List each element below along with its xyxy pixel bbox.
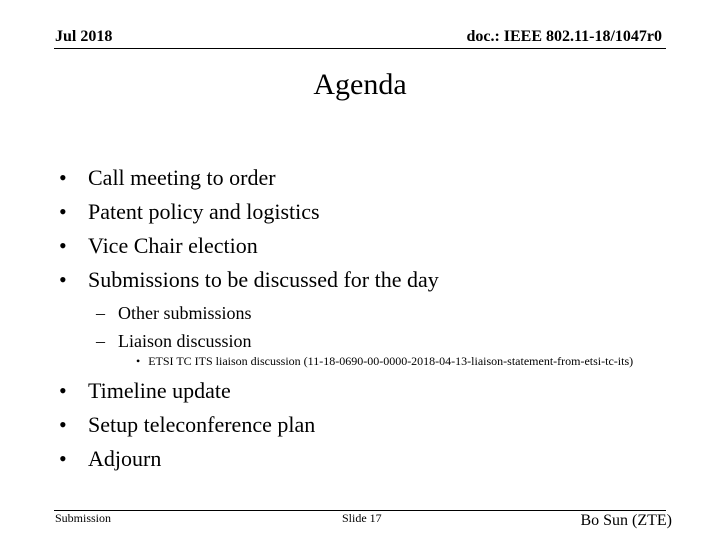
bullet-marker: • (59, 199, 67, 224)
header-doc-id: doc.: IEEE 802.11-18/1047r0 (466, 28, 662, 45)
bullet-marker: • (59, 446, 67, 471)
footer-author: Bo Sun (ZTE) (580, 512, 672, 529)
bullet-marker: • (59, 233, 67, 258)
agenda-item-text: Submissions to be discussed for the day (88, 267, 439, 292)
bullet-marker: • (59, 378, 67, 403)
bullet-marker: • (136, 354, 141, 368)
agenda-item-text: Call meeting to order (88, 165, 276, 190)
agenda-item-text: Vice Chair election (88, 233, 258, 258)
header-divider (54, 48, 666, 49)
bullet-marker: • (59, 412, 67, 437)
agenda-item-text: Adjourn (88, 446, 162, 471)
liaison-detail-text: ETSI TC ITS liaison discussion (11-18-0690-00-0000-2018-04-13-liaison-statement-from-etsi-tc-its) (148, 354, 634, 368)
footer-submission-label: Submission (55, 511, 112, 525)
agenda-item-text: Patent policy and logistics (88, 199, 320, 224)
agenda-item-vice-chair-election (59, 229, 439, 263)
agenda-item-timeline-update (59, 374, 315, 408)
agenda-item-patent-policy (59, 195, 439, 229)
sub-item-text: Liaison discussion (118, 331, 252, 351)
agenda-item-adjourn (59, 442, 315, 476)
sub-item-text: Other submissions (118, 303, 252, 323)
liaison-detail-item (136, 354, 633, 369)
bullet-marker: • (59, 267, 67, 292)
sub-item-other-submissions (96, 301, 252, 329)
sub-item-liaison-discussion (96, 329, 252, 357)
agenda-item-call-to-order (59, 161, 439, 195)
agenda-item-submissions (59, 263, 439, 297)
agenda-item-text: Timeline update (88, 378, 231, 403)
submissions-sub-list (96, 301, 252, 357)
bullet-marker: • (59, 165, 67, 190)
dash-marker: – (96, 303, 105, 323)
footer-slide-number: Slide 17 (342, 511, 382, 525)
slide-title: Agenda (313, 68, 407, 101)
agenda-item-text: Setup teleconference plan (88, 412, 316, 437)
agenda-list-top (59, 161, 439, 297)
agenda-list-bottom (59, 374, 315, 476)
header-date: Jul 2018 (55, 28, 113, 45)
dash-marker: – (96, 331, 105, 351)
agenda-item-teleconference-plan (59, 408, 315, 442)
